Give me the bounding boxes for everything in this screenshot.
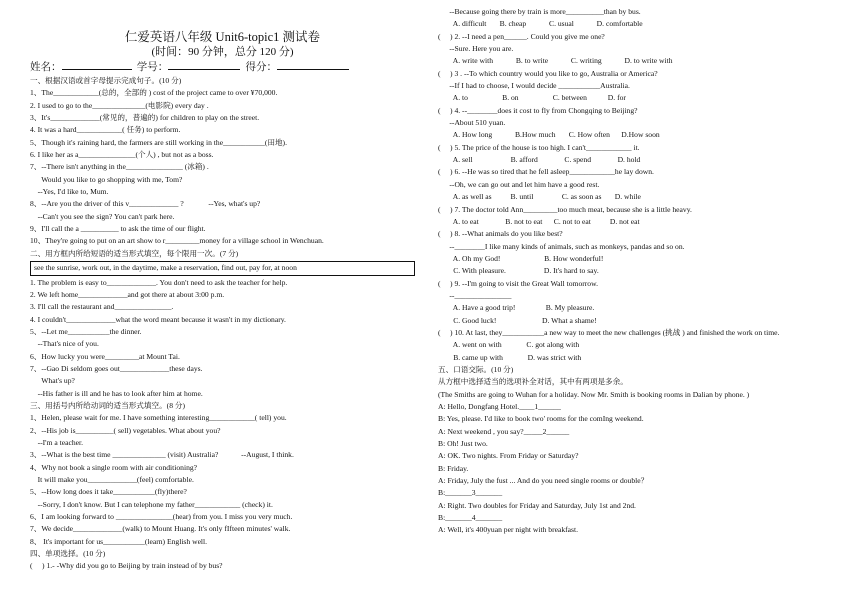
question-line: A: Friday, July the fust ... And do you need single rooms or double？ bbox=[438, 476, 649, 486]
question-line: 5、Though it's raining hard, the farmers are still working in the___________(田地). bbox=[30, 137, 287, 147]
question-line: --________I like many kinds of animals, such as monkeys, pandas and so on. bbox=[438, 241, 685, 251]
question-line: --About 510 yuan. bbox=[438, 118, 506, 128]
question-line: --If I had to choose, I would decide ___________Australia. bbox=[438, 81, 630, 91]
question-line: ( ) 6. --He was so tired that he fell asleep____________he lay down. bbox=[438, 167, 654, 177]
page-subtitle: (时间：90 分钟，总分 120 分) bbox=[151, 46, 294, 58]
question-line: B:_______3_______ bbox=[438, 488, 503, 498]
question-line: 6、How lucky you were_________at Mount Tai. bbox=[30, 351, 180, 361]
question-line: A: Next weekend , you say?_____2______ bbox=[438, 426, 570, 436]
question-line: ( ) 1.- -Why did you go to Beijing by train instead of by bus? bbox=[30, 561, 223, 571]
question-line: --_______________ bbox=[438, 290, 512, 300]
question-line: 5、--How long does it take___________(fly)there? bbox=[30, 487, 187, 497]
question-line: A. write with B. to write C. writing D. to write with bbox=[438, 56, 673, 66]
question-line: ( ) 5. The price of the house is too high. I can't____________ it. bbox=[438, 142, 640, 152]
question-line: 10、They're going to put on an art show to r_________money for a village school in Wenchuan. bbox=[30, 236, 324, 246]
question-line: 二、用方框内所给短语的适当形式填空，每个限用一次。(7 分) bbox=[30, 248, 239, 258]
question-line: 3、It's_____________(常见的，普遍的) for children to play on the street. bbox=[30, 113, 260, 123]
page-title: 仁爱英语八年级 Unit6-topic1 测试卷 bbox=[124, 30, 321, 44]
question-line: Would you like to go shopping with me, Tom? bbox=[30, 174, 183, 184]
question-line: ( ) 3 . --To which country would you like to go, Australia or America? bbox=[438, 68, 658, 78]
question-line: --Yes, I'd like to, Mum. bbox=[30, 187, 109, 197]
question-line: 3、--What is the best time ______________ (visit) Australia? --August, I think. bbox=[30, 450, 294, 460]
question-line: 8、--Are you the driver of this v_____________ ? --Yes, what's up? bbox=[30, 199, 261, 209]
question-line: B: Friday. bbox=[438, 463, 469, 473]
question-line: 7、--There isn't anything in the_______________ (冰箱) . bbox=[30, 162, 209, 172]
question-line: A: Well, it's 400yuan per night with breakfast. bbox=[438, 525, 579, 535]
right-column bbox=[438, 6, 838, 537]
question-line: --Can't you see the sign? You can't park here. bbox=[30, 211, 175, 221]
question-line: 4. I couldn't_____________what the word meant because it wasn't in my dictionary. bbox=[30, 314, 286, 324]
question-line: --Because going there by train is more__________than by bus. bbox=[438, 7, 641, 16]
question-line: --Oh, we can go out and let him have a good rest. bbox=[438, 179, 600, 189]
question-line: 5、--Let me___________the dinner. bbox=[30, 326, 142, 336]
question-line: A: Hello, Dongfang Hotel.____1______ bbox=[438, 402, 561, 411]
question-line: 7、--Gao Di seldom goes out_____________these days. bbox=[30, 363, 203, 373]
question-line: A. How long B.How much C. How often D.How soon bbox=[438, 130, 660, 140]
question-line: --Sure. Here you are. bbox=[438, 44, 514, 54]
question-line: ( ) 9. --I'm going to visit the Great Wall tomorrow. bbox=[438, 278, 598, 288]
name-label: 姓名： bbox=[30, 62, 62, 73]
question-line: 9、I'll call the a __________ to ask the time of our flight. bbox=[30, 224, 206, 234]
question-line: What's up? bbox=[30, 376, 75, 386]
id-blank[interactable] bbox=[168, 59, 240, 70]
question-line: A. Have a good trip! B. My pleasure. bbox=[438, 303, 595, 313]
question-line: C. Good luck! D. What a shame! bbox=[438, 315, 597, 325]
question-line: --Sorry, I don't know. But I can telephone my father____________ (check) it. bbox=[30, 499, 273, 509]
question-line: ( ) 8. --What animals do you like best? bbox=[438, 229, 563, 239]
question-line: A. went on with C. got along with bbox=[438, 340, 580, 350]
question-line: 4、Why not book a single room with air conditioning? bbox=[30, 462, 198, 472]
left-questions bbox=[30, 75, 415, 573]
question-line: 从方框中选择适当的选项补全对话，其中有两项是多余。 bbox=[438, 377, 628, 387]
score-label: 得分： bbox=[245, 62, 277, 73]
question-line: 1、Helen, please wait for me. I have something interesting____________( tell) you. bbox=[30, 413, 287, 423]
question-line: --I'm a teacher. bbox=[30, 437, 84, 447]
question-line: A. to B. on C. between D. for bbox=[438, 93, 626, 103]
question-line: 3. I'll call the restaurant and_______________. bbox=[30, 302, 174, 312]
id-label: 学号： bbox=[136, 62, 169, 73]
question-line: 1. The problem is easy to_____________. You don't need to ask the teacher for help. bbox=[30, 277, 288, 287]
question-line: ( ) 7. The doctor told Ann_________too much meat, because she is a little heavy. bbox=[438, 204, 692, 214]
question-line: (The Smiths are going to Wuhan for a holiday. Now Mr. Smith is booking rooms in Dalian by phone. ) bbox=[438, 389, 750, 399]
question-line: ( ) 2. --I need a pen______. Could you give me one? bbox=[438, 31, 605, 41]
question-line: C. With pleasure. D. It's hard to say. bbox=[438, 266, 599, 276]
question-line: 一、根据汉语或首字母提示完成句子。(10 分) bbox=[30, 76, 182, 85]
score-blank[interactable] bbox=[277, 59, 349, 70]
question-line: B:_______4_______ bbox=[438, 513, 503, 523]
question-line: 6、I am looking forward to _______________(hear) from you. I miss you very much. bbox=[30, 512, 293, 522]
question-line: A. as well as B. until C. as soon as D. while bbox=[438, 192, 641, 202]
question-line: 四、单项选择。(10 分) bbox=[30, 549, 106, 559]
name-blank[interactable] bbox=[62, 59, 132, 70]
question-line: 4. It was a hard____________( 任务) to perform. bbox=[30, 125, 181, 135]
right-questions bbox=[438, 6, 838, 537]
question-line: 6. I like her as a_______________(个人) , but not as a boss. bbox=[30, 150, 214, 160]
question-line: B: Oh! Just two. bbox=[438, 439, 488, 449]
question-line: 2、--His job is__________( sell) vegetables. What about you? bbox=[30, 425, 221, 435]
question-line: A. difficult B. cheap C. usual D. comfortable bbox=[438, 19, 643, 29]
question-line: A. to eat B. not to eat C. not to eat D. not eat bbox=[438, 216, 640, 226]
question-line: 1、The____________(总的，全部的 ) cost of the project came to over ¥70,000. bbox=[30, 88, 278, 98]
question-line: 三、用括号内所给动词的适当形式填空。(8 分) bbox=[30, 400, 186, 410]
question-line: ( ) 10. At last, they___________a new way to meet the new challenges (挑战 ) and finished the work on time. bbox=[438, 327, 780, 337]
question-line: It will make you_____________(feel) comfortable. bbox=[30, 475, 194, 484]
left-column bbox=[30, 6, 415, 573]
question-line: --That's nice of you. bbox=[30, 339, 99, 349]
question-line: 8、 It's important for us___________(learn) English well. bbox=[30, 536, 208, 546]
question-line: 2. We left home_____________and got there at about 3:00 p.m. bbox=[30, 289, 225, 299]
question-line: 2. I used to go to the______________(电影院) every day . bbox=[30, 100, 209, 110]
student-info bbox=[30, 59, 415, 75]
question-line: 7、We decide_____________(walk) to Mount Huang. It's only fIfteen minutes' walk. bbox=[30, 524, 291, 534]
phrase-box: see the sunrise, work out, in the daytime, make a reservation, find out, pay for, at noon bbox=[30, 261, 415, 275]
question-line: A. sell B. afford C. spend D. hold bbox=[438, 155, 641, 165]
question-line: 五、口语交际。(10 分) bbox=[438, 364, 514, 374]
question-line: B. came up with D. was strict with bbox=[438, 352, 582, 362]
question-line: ( ) 4. --________does it cost to fly from Chongqing to Beijing? bbox=[438, 105, 638, 115]
question-line: A: OK. Two nights. From Friday or Saturday? bbox=[438, 451, 579, 461]
question-line: A. Oh my God! B. How wonderful! bbox=[438, 253, 604, 263]
question-line: A: Right. Two doubles for Friday and Saturday, July 1st and 2nd. bbox=[438, 500, 636, 510]
question-line: B: Yes, please. I'd like to book two' rooms for the comIng weekend. bbox=[438, 414, 644, 424]
question-line: --His father is ill and he has to look after him at home. bbox=[30, 388, 203, 398]
